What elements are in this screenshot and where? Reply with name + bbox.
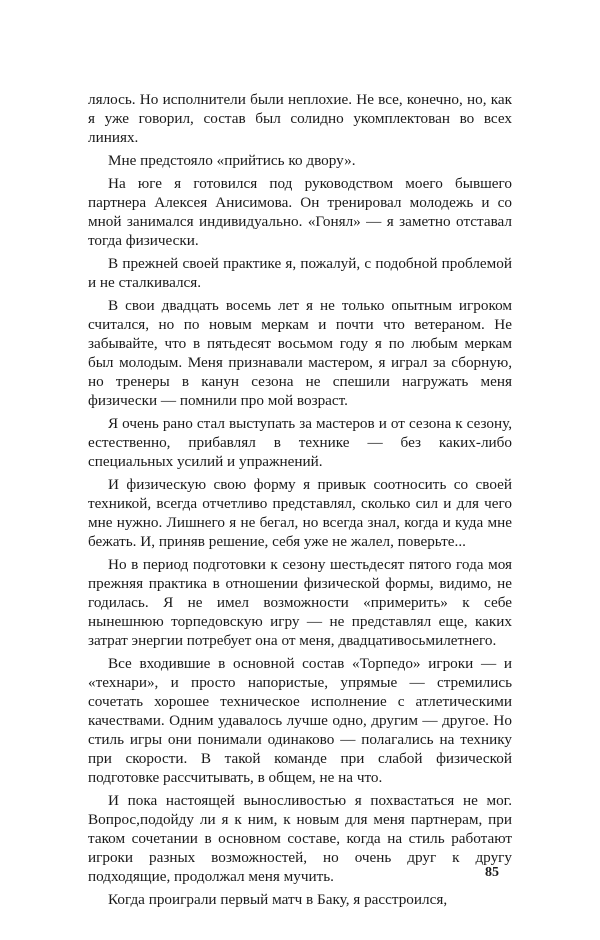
paragraph-1: лялось. Но исполнители были неплохие. Не все, конечно, но, как я уже говорил, состав был солидно укомплектован во всех линиях. xyxy=(88,91,512,146)
body-text xyxy=(88,90,512,909)
page-number: 85 xyxy=(485,865,499,880)
paragraph-10: И пока настоящей выносливостью я похвастаться не мог. Вопрос,подойду ли я к ним, к новым для меня партнерам, при таком сочетании в основном составе, когда на стиль работают игроки разных возможностей, но очень друг к другу подходящие, продолжал меня мучить. xyxy=(88,792,512,885)
paragraph-8: Но в период подготовки к сезону шестьдесят пятого года моя прежняя практика в отношении физической формы, видимо, не годилась. Я не имел возможности «примерить» к себе нынешнюю торпедовскую игру — не представлял еще, каких затрат энергии потребует она от меня, двадцативосьмилетнего. xyxy=(88,556,512,649)
paragraph-7: И физическую свою форму я привык соотносить со своей техникой, всегда отчетливо представлял, сколько сил и для чего мне нужно. Лишнего я не бегал, но всегда знал, когда и куда мне бежать. И, приняв решение, себя уже не жалел, поверьте... xyxy=(88,476,512,550)
paragraph-5: В свои двадцать восемь лет я не только опытным игроком считался, но по новым меркам и почти что ветераном. Не забывайте, что в пятьдесят восьмом году я по любым меркам был молодым. Меня признавали мастером, я играл за сборную, но тренеры в канун сезона не спешили нагружать меня физически — помнили про мой возраст. xyxy=(88,297,512,409)
paragraph-4: В прежней своей практике я, пожалуй, с подобной проблемой и не сталкивался. xyxy=(88,255,512,291)
paragraph-6: Я очень рано стал выступать за мастеров и от сезона к сезону, естественно, прибавлял в технике — без каких-либо специальных усилий и упражнений. xyxy=(88,415,512,470)
paragraph-11: Когда проиграли первый матч в Баку, я расстроился, xyxy=(108,891,448,908)
paragraph-3: На юге я готовился под руководством моего бывшего партнера Алексея Анисимова. Он тренировал молодежь и со мной занимался индивидуально. «Гонял» — я заметно отставал тогда физически. xyxy=(88,175,512,249)
paragraph-2: Мне предстояло «прийтись ко двору». xyxy=(108,152,356,169)
paragraph-9: Все входившие в основной состав «Торпедо» игроки — и «технари», и просто напористые, упрямые — стремились сочетать хорошее техническое исполнение с атлетическими качествами. Одним удавалось лучше одно, другим — другое. Но стиль игры они понимали одинаково — полагались на технику при скорости. В такой команде при слабой физической подготовке рассчитывать, в общем, не на что. xyxy=(88,655,512,786)
